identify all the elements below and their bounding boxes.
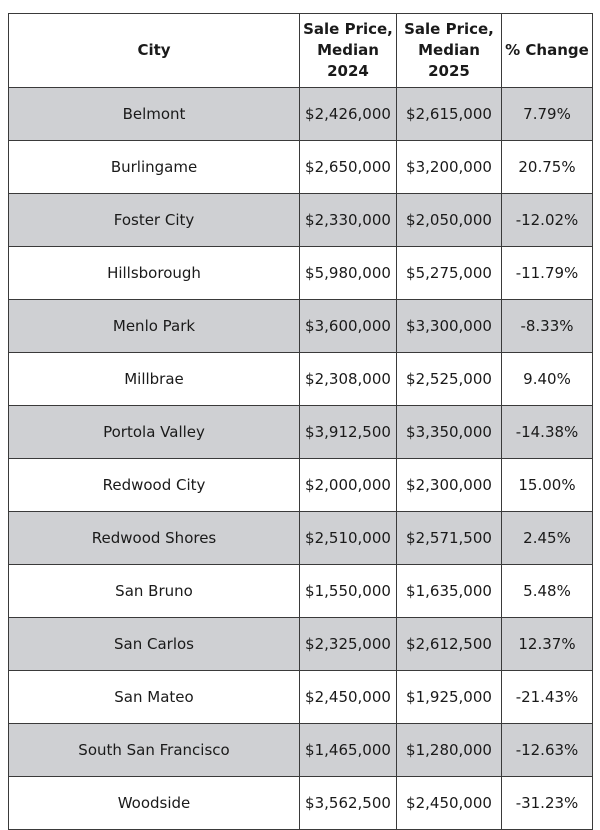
cell-sale-price-2024: $1,550,000: [300, 565, 397, 618]
cell-percent-change: -12.63%: [502, 724, 593, 777]
cell-city: Redwood Shores: [9, 512, 300, 565]
table-row: [9, 724, 593, 777]
table-row: [9, 300, 593, 353]
cell-city: San Carlos: [9, 618, 300, 671]
cell-sale-price-2024: $2,426,000: [300, 88, 397, 141]
table-row: [9, 671, 593, 724]
table-row: [9, 459, 593, 512]
table-row: [9, 618, 593, 671]
header-row: [9, 14, 593, 88]
cell-sale-price-2024: $5,980,000: [300, 247, 397, 300]
cell-percent-change: 7.79%: [502, 88, 593, 141]
cell-city: Millbrae: [9, 353, 300, 406]
table-body: [9, 88, 593, 830]
cell-sale-price-2024: $2,000,000: [300, 459, 397, 512]
cell-percent-change: 2.45%: [502, 512, 593, 565]
cell-city: Foster City: [9, 194, 300, 247]
cell-sale-price-2025: $3,300,000: [397, 300, 502, 353]
table-row: [9, 88, 593, 141]
table-row: [9, 353, 593, 406]
cell-sale-price-2024: $3,562,500: [300, 777, 397, 830]
table-row: [9, 406, 593, 459]
cell-city: Burlingame: [9, 141, 300, 194]
cell-city: South San Francisco: [9, 724, 300, 777]
cell-sale-price-2025: $5,275,000: [397, 247, 502, 300]
cell-percent-change: -14.38%: [502, 406, 593, 459]
cell-percent-change: -8.33%: [502, 300, 593, 353]
cell-sale-price-2024: $2,450,000: [300, 671, 397, 724]
cell-sale-price-2024: $3,600,000: [300, 300, 397, 353]
cell-percent-change: 12.37%: [502, 618, 593, 671]
cell-percent-change: 5.48%: [502, 565, 593, 618]
cell-sale-price-2025: $2,612,500: [397, 618, 502, 671]
cell-city: Hillsborough: [9, 247, 300, 300]
table-row: [9, 194, 593, 247]
table-row: [9, 512, 593, 565]
cell-city: San Mateo: [9, 671, 300, 724]
cell-city: Menlo Park: [9, 300, 300, 353]
cell-sale-price-2024: $2,650,000: [300, 141, 397, 194]
header-percent-change: % Change: [502, 14, 593, 88]
cell-sale-price-2024: $2,330,000: [300, 194, 397, 247]
cell-city: Portola Valley: [9, 406, 300, 459]
cell-sale-price-2024: $2,325,000: [300, 618, 397, 671]
cell-percent-change: -31.23%: [502, 777, 593, 830]
cell-percent-change: 9.40%: [502, 353, 593, 406]
cell-sale-price-2025: $2,300,000: [397, 459, 502, 512]
table-row: [9, 565, 593, 618]
cell-sale-price-2025: $2,450,000: [397, 777, 502, 830]
cell-sale-price-2024: $3,912,500: [300, 406, 397, 459]
table-row: [9, 247, 593, 300]
cell-city: San Bruno: [9, 565, 300, 618]
cell-sale-price-2025: $2,571,500: [397, 512, 502, 565]
table-row: [9, 141, 593, 194]
cell-sale-price-2024: $2,308,000: [300, 353, 397, 406]
header-sale-price-2025: Sale Price, Median 2025: [397, 14, 502, 88]
cell-sale-price-2025: $2,525,000: [397, 353, 502, 406]
cell-city: Belmont: [9, 88, 300, 141]
cell-sale-price-2025: $1,925,000: [397, 671, 502, 724]
cell-city: Woodside: [9, 777, 300, 830]
table-row: [9, 777, 593, 830]
cell-sale-price-2025: $2,050,000: [397, 194, 502, 247]
cell-sale-price-2024: $1,465,000: [300, 724, 397, 777]
cell-sale-price-2025: $3,200,000: [397, 141, 502, 194]
cell-sale-price-2025: $2,615,000: [397, 88, 502, 141]
cell-percent-change: -21.43%: [502, 671, 593, 724]
header-sale-price-2024: Sale Price, Median 2024: [300, 14, 397, 88]
cell-sale-price-2025: $1,635,000: [397, 565, 502, 618]
cell-sale-price-2024: $2,510,000: [300, 512, 397, 565]
cell-city: Redwood City: [9, 459, 300, 512]
cell-percent-change: 15.00%: [502, 459, 593, 512]
median-sale-price-table: [8, 13, 593, 830]
cell-sale-price-2025: $3,350,000: [397, 406, 502, 459]
cell-percent-change: -12.02%: [502, 194, 593, 247]
cell-sale-price-2025: $1,280,000: [397, 724, 502, 777]
header-city: City: [9, 14, 300, 88]
cell-percent-change: -11.79%: [502, 247, 593, 300]
cell-percent-change: 20.75%: [502, 141, 593, 194]
